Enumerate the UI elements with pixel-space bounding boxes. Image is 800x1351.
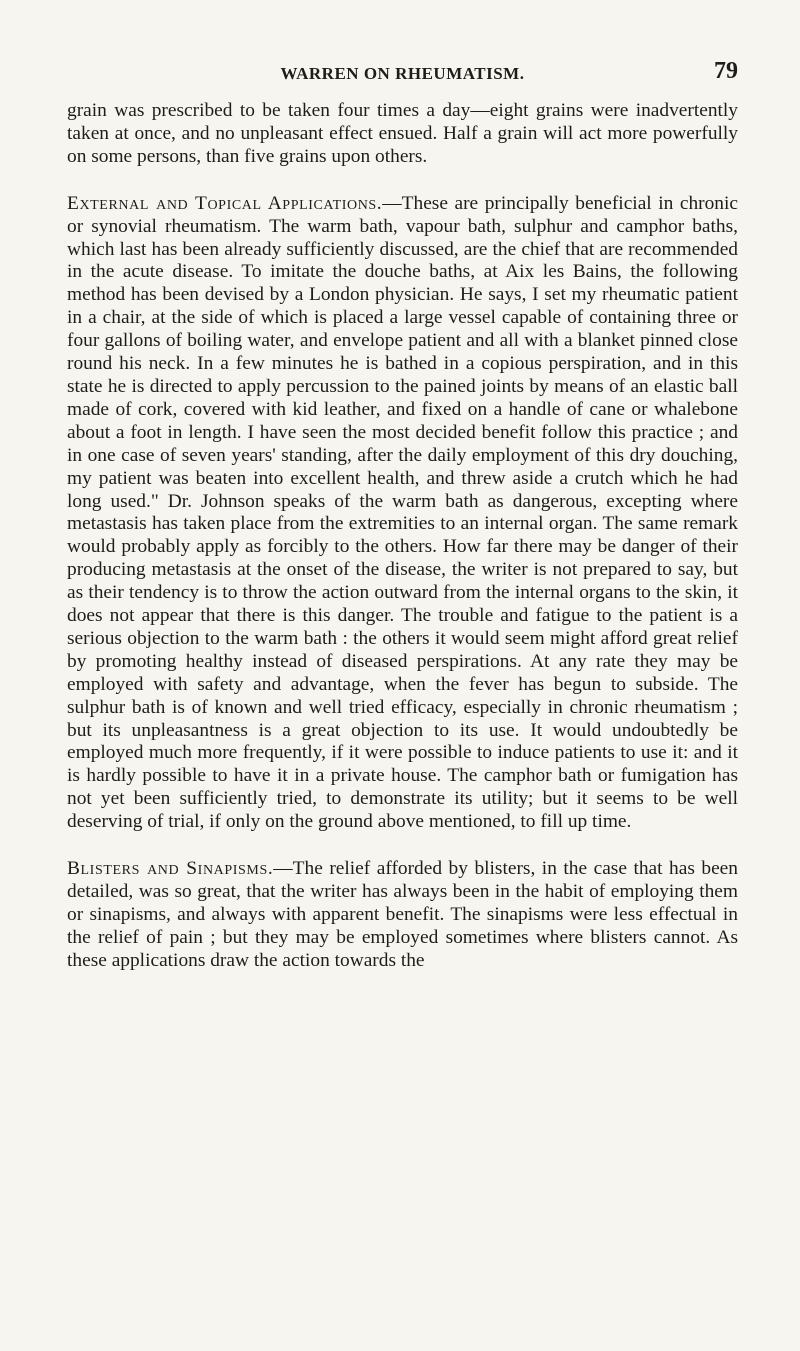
running-head	[67, 58, 738, 88]
paragraph-blisters-sinapisms	[67, 858, 738, 973]
paragraph-text: —The relief afforded by blisters, in the case that has been detailed, was so great, that the writer has always been in the habit of employing them or sinapisms, and always with apparent benefit. The sinapisms were less effectual in the relief of pain ; but they may be employed sometimes where blisters cannot. As these applications draw the action towards the	[67, 858, 738, 971]
paragraph-continuation: grain was prescribed to be taken four times a day—eight grains were inadvertently taken at once, and no unpleasant effect ensued. Half a grain will act more powerfully on some persons, than five grains upon others.	[67, 100, 738, 167]
section-heading-external-applications: External and Topical Applications.	[67, 192, 383, 214]
page-number: 79	[714, 58, 738, 84]
paragraph-text: —These are principally beneficial in chronic or synovial rheumatism. The warm bath, vapour bath, sulphur and camphor baths, which last has been already sufficiently discussed, are the chief that are recommended in the acute disease. To imitate the douche baths, at Aix les Bains, the following method has been devised by a London physician. He says, I set my rheumatic patient in a chair, at the side of which is placed a large vessel capable of containing three or four gallons of boiling water, and envelope patient and all with a blanket pinned close round his neck. In a few minutes he is bathed in a copious perspiration, and in this state he is directed to apply percussion to the pained joints by means of an elastic ball made of cork, covered with kid leather, and fixed on a handle of cane or whalebone about a foot in length. I have seen the most decided benefit follow this practice ; and in one case of seven years' standing, after the daily employment of this dry douching, my patient was beaten into excellent health, and threw aside a crutch which he had long used." Dr. Johnson speaks of the warm bath as dangerous, excepting where metastasis has taken place from the extremities to an internal organ. The same remark would probably apply as forcibly to the others. How far there may be danger of their producing metastasis at the onset of the disease, the writer is not prepared to say, but as their tendency is to throw the action outward from the internal organs to the skin, it does not appear that there is this danger. The trouble and fatigue to the patient is a serious objection to the warm bath : the others it would seem might afford great relief by promoting healthy instead of diseased perspirations. At any rate they may be employed with safety and advantage, when the fever has begun to subside. The sulphur bath is of known and well tried efficacy, especially in chronic rheumatism ; but its unpleasantness is a great objection to its use. It would undoubtedly be employed much more frequently, if it were possible to induce patients to use it: and it is hardly possible to have it in a private house. The camphor bath or fumigation has not yet been sufficiently tried, to demonstrate its utility; but it seems to be well deserving of trial, if only on the ground above mentioned, to fill up time.	[67, 192, 738, 833]
running-title: WARREN ON RHEUMATISM.	[280, 64, 525, 83]
paragraph-external-applications	[67, 193, 738, 834]
section-heading-blisters-sinapisms: Blisters and Sinapisms.	[67, 858, 274, 880]
book-page	[67, 58, 738, 973]
